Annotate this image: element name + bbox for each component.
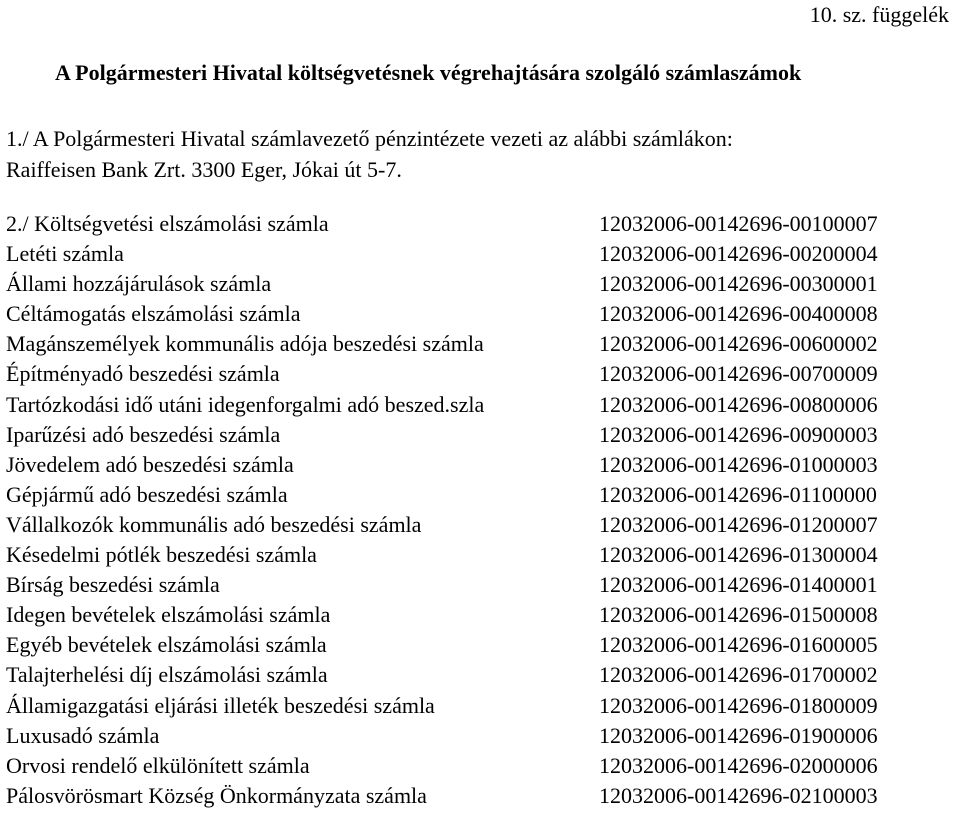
account-number: 12032006-00142696-00800006: [599, 391, 878, 417]
account-number: 12032006-00142696-01000003: [599, 451, 878, 477]
account-number: 12032006-00142696-01400001: [599, 572, 878, 598]
account-list: [6, 209, 946, 811]
account-name: 2./ Költségvetési elszámolási számla: [6, 211, 329, 236]
account-row: [6, 359, 946, 389]
account-row: [6, 630, 946, 660]
account-row: [6, 510, 946, 540]
document-title: A Polgármesteri Hivatal költségvetésnek végrehajtására szolgáló számlaszámok: [55, 60, 802, 85]
account-name: Egyéb bevételek elszámolási számla: [6, 632, 327, 658]
account-row: [6, 480, 946, 510]
account-number: 12032006-00142696-00400008: [599, 301, 878, 327]
account-name: Orvosi rendelő elkülönített számla: [6, 752, 310, 778]
account-row: [6, 299, 946, 329]
account-number: 12032006-00142696-00200004: [599, 241, 878, 267]
account-number: 12032006-00142696-02100003: [599, 782, 878, 808]
account-number: 12032006-00142696-00100007: [599, 211, 878, 236]
account-number: 12032006-00142696-01200007: [599, 511, 878, 537]
account-row: [6, 209, 946, 239]
account-name: Bírság beszedési számla: [6, 572, 220, 598]
account-number: 12032006-00142696-00600002: [599, 331, 878, 357]
intro-line-bank-address: Raiffeisen Bank Zrt. 3300 Eger, Jókai út 5-7.: [6, 157, 402, 182]
intro-line-bank-accounts: 1./ A Polgármesteri Hivatal számlavezető pénzintézete vezeti az alábbi számlákon:: [6, 126, 733, 151]
account-row: [6, 420, 946, 450]
account-row: [6, 691, 946, 721]
account-name: Pálosvörösmart Község Önkormányzata számla: [6, 782, 427, 808]
account-name: Talajterhelési díj elszámolási számla: [6, 662, 328, 688]
account-number: 12032006-00142696-00700009: [599, 361, 878, 387]
account-row: [6, 329, 946, 359]
account-name: Állami hozzájárulások számla: [6, 271, 272, 297]
account-name: Késedelmi pótlék beszedési számla: [6, 542, 317, 568]
account-row: [6, 269, 946, 299]
account-row: [6, 239, 946, 269]
account-row: [6, 751, 946, 781]
account-row: [6, 390, 946, 420]
account-number: 12032006-00142696-02000006: [599, 752, 878, 778]
account-name: Jövedelem adó beszedési számla: [6, 451, 294, 477]
account-number: 12032006-00142696-00900003: [599, 421, 878, 447]
account-number: 12032006-00142696-01100000: [599, 481, 877, 507]
account-number: 12032006-00142696-01700002: [599, 662, 878, 688]
account-number: 12032006-00142696-01800009: [599, 692, 878, 718]
account-name: Gépjármű adó beszedési számla: [6, 481, 288, 507]
account-number: 12032006-00142696-01900006: [599, 722, 878, 748]
account-name: Építményadó beszedési számla: [6, 361, 280, 387]
account-name: Céltámogatás elszámolási számla: [6, 301, 301, 327]
account-name: Magánszemélyek kommunális adója beszedési számla: [6, 331, 484, 357]
account-row: [6, 600, 946, 630]
account-row: [6, 721, 946, 751]
account-row: [6, 570, 946, 600]
account-number: 12032006-00142696-01600005: [599, 632, 878, 658]
account-number: 12032006-00142696-00300001: [599, 271, 878, 297]
account-row: [6, 540, 946, 570]
account-name: Idegen bevételek elszámolási számla: [6, 602, 331, 628]
account-row: [6, 660, 946, 690]
account-row: [6, 450, 946, 480]
account-name: Vállalkozók kommunális adó beszedési számla: [6, 511, 422, 537]
account-name: Iparűzési adó beszedési számla: [6, 421, 281, 447]
account-name: Luxusadó számla: [6, 722, 160, 748]
account-name: Letéti számla: [6, 241, 124, 267]
account-number: 12032006-00142696-01500008: [599, 602, 878, 628]
annex-label: 10. sz. függelék: [809, 2, 949, 27]
account-row: [6, 781, 946, 811]
account-name: Tartózkodási idő utáni idegenforgalmi adó beszed.szla: [6, 391, 485, 417]
account-name: Államigazgatási eljárási illeték beszedési számla: [6, 692, 435, 718]
account-number: 12032006-00142696-01300004: [599, 542, 878, 568]
